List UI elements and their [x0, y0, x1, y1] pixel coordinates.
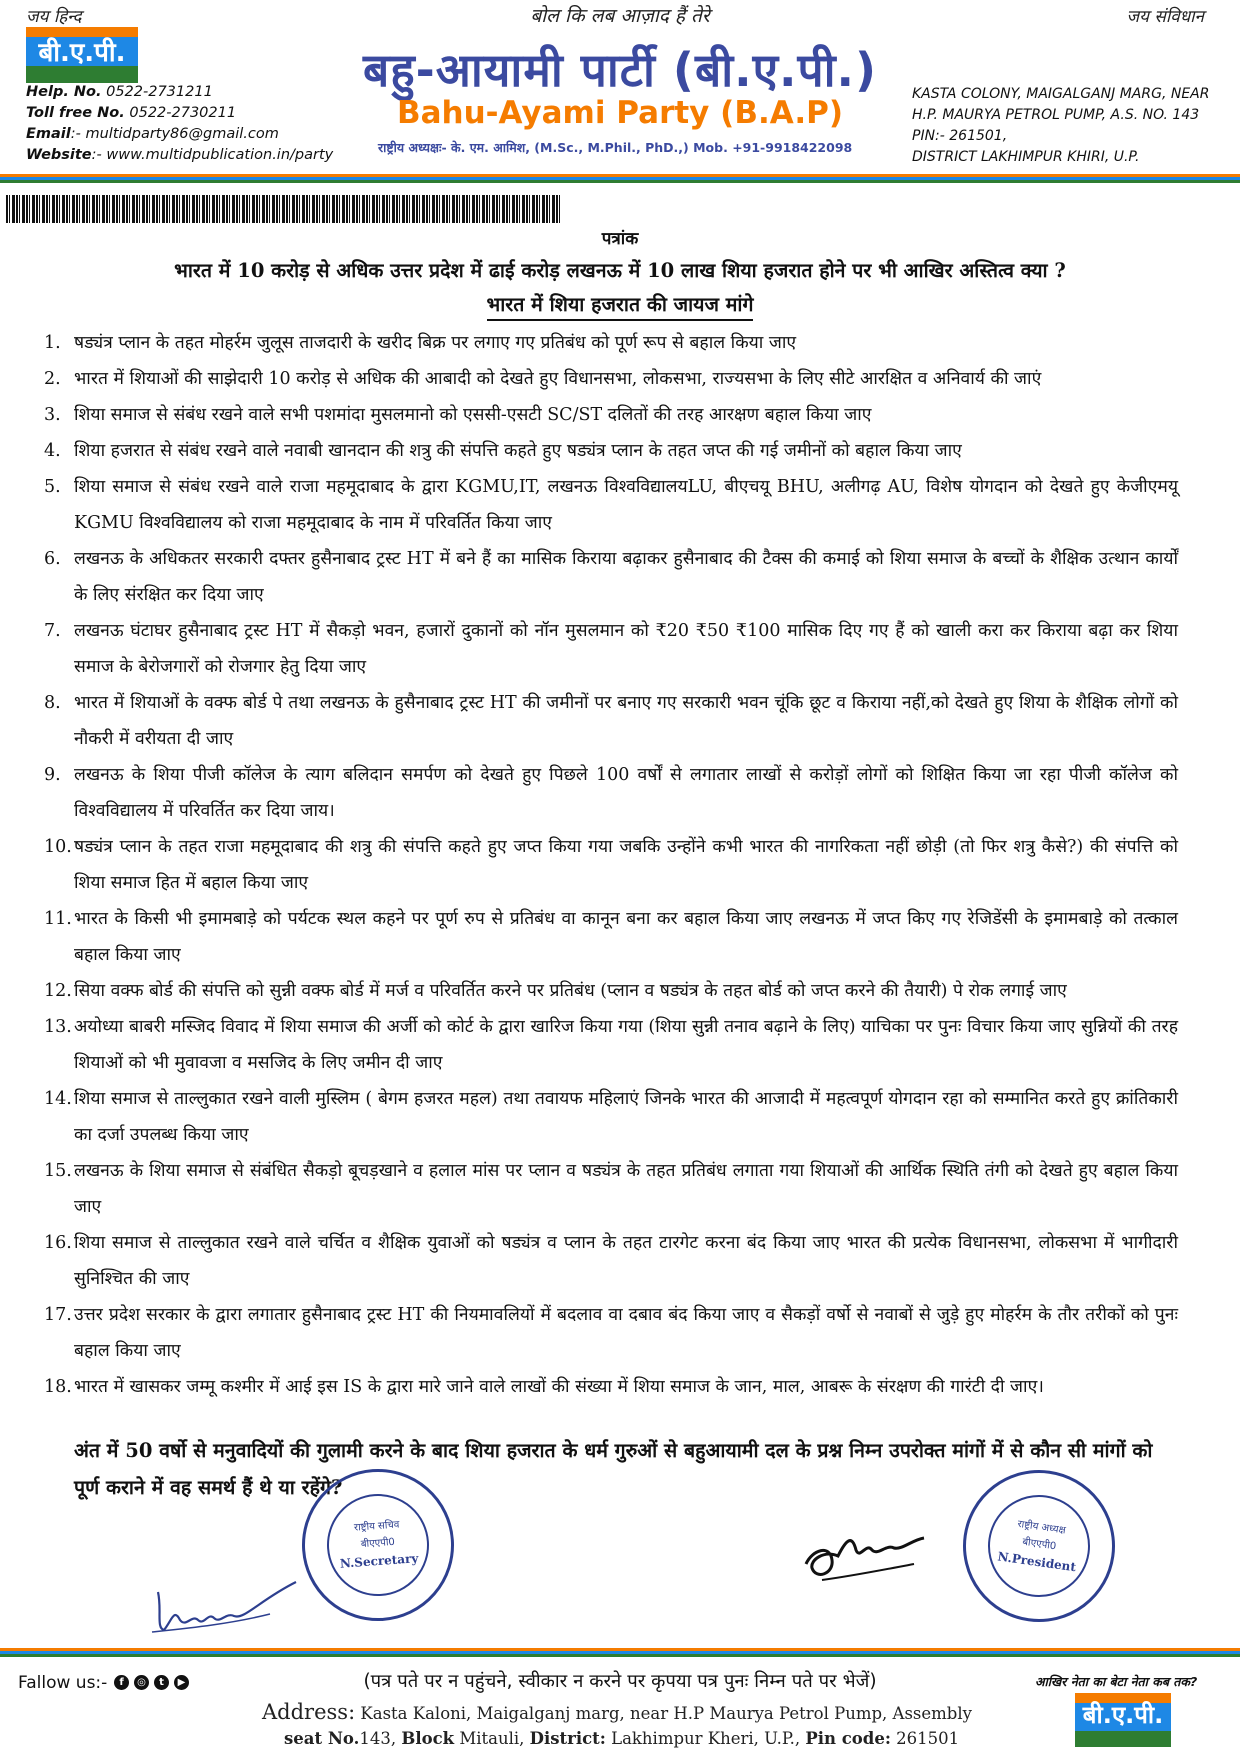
demand-item — [44, 541, 1178, 613]
subheading-text: भारत में शिया हजरात की जायज मांगे — [487, 293, 754, 321]
seal-title: राष्ट्रीय अध्यक्ष — [1016, 1518, 1067, 1537]
demand-item — [44, 613, 1178, 685]
demand-text: भारत के किसी भी इमामबाड़े को पर्यटक स्थल कहने पर पूर्ण रुप से प्रतिबंध वा कानून बना कर बहाल किया जाए लखनऊ में जप्त किए गए रेजिडेंसी के इमामबाड़े को तत्काल बहाल किया जाए — [74, 909, 1178, 965]
website-label: Website — [26, 147, 92, 163]
header-slogan: बोल कि लब आज़ाद हैं तेरे — [530, 5, 710, 27]
demand-number: 16. — [44, 1233, 72, 1253]
secretary-signature — [150, 1570, 300, 1638]
tollfree-label: Toll free No. — [26, 105, 125, 121]
demand-number: 3. — [44, 405, 61, 425]
email-label: Email — [26, 126, 71, 142]
address-label: Address: — [262, 1700, 356, 1724]
demand-number: 5. — [44, 477, 61, 497]
logo-text: बी.ए.पी. — [38, 37, 126, 68]
document-headline: भारत में 10 करोड़ से अधिक उत्तर प्रदेश में ढाई करोड़ लखनऊ में 10 लाख शिया हजरात होने पर भी आखिर अस्तित्व क्या ? — [174, 259, 1066, 282]
demand-item — [44, 757, 1178, 829]
demand-item — [44, 1081, 1178, 1153]
demand-text: शिया समाज से ताल्लुकात रखने वाली मुस्लिम ( बेगम हजरत महल) तथा तवायफ महिलाएं जिनके भारत की आजादी में महत्वपूर्ण योगदान रहा को सम्मानित करते हुए क्रांतिकारी का दर्जा उपलब्ध किया जाए — [74, 1089, 1178, 1145]
footer-divider — [0, 1648, 1240, 1657]
header-right-tagline: जय संविधान — [1126, 7, 1204, 27]
seal-role: N.President — [996, 1549, 1077, 1575]
party-name-hindi: बहु-आयामी पार्टी (बी.ए.पी.) — [362, 43, 878, 97]
block-value: Mitauli, — [459, 1729, 525, 1748]
demand-text: षड्यंत्र प्लान के तहत मोहर्रम जुलूस ताजदारी के खरीद बिक्र पर लगाए गए प्रतिबंध को पूर्ण रूप से बहाल किया जाए — [74, 333, 797, 353]
barcode — [6, 195, 562, 223]
document-label: पत्रांक — [601, 229, 639, 249]
header-address-line: DISTRICT LAKHIMPUR KHIRI, U.P. — [912, 149, 1140, 165]
demand-number: 6. — [44, 549, 61, 569]
document-subheading — [0, 290, 1240, 317]
demand-item — [44, 1153, 1178, 1225]
seal-title: राष्ट्रीय सचिव — [353, 1519, 400, 1534]
demand-number: 2. — [44, 369, 61, 389]
president-line: राष्ट्रीय अध्यक्षः- के. एम. आमिश, (M.Sc., M.Phil., PhD.,) Mob. +91-9918422098 — [378, 140, 853, 155]
header-left-tagline: जय हिन्द — [26, 7, 82, 27]
demand-text: उत्तर प्रदेश सरकार के द्वारा लगातार हुसैनाबाद ट्रस्ट HT की नियमावलियों में बदलाव वा दबाव बंद किया जाए व सैकड़ों वर्षो से नवाबों से जुड़े हुए मोहर्रम के तौर तरीकों को पुनः बहाल किया जाए — [74, 1305, 1178, 1361]
demand-number: 13. — [44, 1017, 72, 1037]
pin-label: Pin code: — [805, 1729, 891, 1748]
demand-number: 1. — [44, 333, 61, 353]
email-value[interactable]: :- multidparty86@gmail.com — [70, 126, 279, 142]
seat-value: 143, — [359, 1729, 397, 1748]
district-value: Lakhimpur Kheri, U.P., — [611, 1729, 801, 1748]
help-number: 0522-2731211 — [106, 84, 213, 100]
address-text: Kasta Kaloni, Maigalganj marg, near H.P Maurya Petrol Pump, Assembly — [360, 1704, 972, 1723]
demand-number: 11. — [44, 909, 72, 929]
demand-number: 10. — [44, 837, 72, 857]
block-label: Block — [401, 1729, 455, 1748]
demand-text: शिया समाज से संबंध रखने वाले राजा महमूदाबाद के द्वारा KGMU,IT, लखनऊ विश्वविद्यालयLU, बीएचयू BHU, अलीगढ़ AU, विशेष योगदान को देखते हुए केजीएमयू KGMU विश्वविद्यालय को राजा महमूदाबाद के नाम में परिवर्तित किया जाए — [74, 477, 1178, 533]
party-name-english: Bahu-Ayami Party (B.A.P) — [396, 95, 843, 131]
demand-text: लखनऊ के शिया समाज से संबंधित सैकड़ो बूचड़खाने व हलाल मांस पर प्लान व षड्यंत्र के तहत प्रतिबंध लगाता गया शियाओं की आर्थिक स्थिति तंगी को देखते हुए बहाल किया जाए — [74, 1161, 1178, 1217]
facebook-icon[interactable]: f — [114, 1675, 129, 1690]
demand-item — [44, 901, 1178, 973]
demand-text: शिया हजरात से संबंध रखने वाले नवाबी खानदान की शत्रु की संपत्ति कहते हुए षड्यंत्र प्लान के तहत जप्त की गई जमीनों को बहाल किया जाए — [74, 441, 962, 461]
closing-paragraph: अंत में 50 वर्षो से मनुवादियों की गुलामी करने के बाद शिया हजरात के धर्म गुरुओं से बहुआयामी दल के प्रश्न निम्न उपरोक्त मांगों में से कौन सी मांगों को पूर्ण कराने में वह समर्थ हैं थे या रहेंगे? — [74, 1439, 1153, 1499]
demand-item — [44, 1369, 1178, 1405]
demand-item — [44, 1225, 1178, 1297]
demand-number: 15. — [44, 1161, 72, 1181]
demand-text: षड्यंत्र प्लान के तहत राजा महमूदाबाद की शत्रु की संपत्ति कहते हुए जप्त किया गया जबकि उन्होंने कभी भारत की नागरिकता नहीं छोड़ी (तो फिर शत्रु कैसे?) की संपत्ति को शिया समाज हित में बहाल किया जाए — [74, 837, 1178, 893]
footer-tagline: आखिर नेता का बेटा नेता कब तक? — [1035, 1674, 1198, 1689]
website-line — [26, 145, 333, 166]
demand-number: 18. — [44, 1377, 72, 1397]
demand-text: सिया वक्फ बोर्ड की संपत्ति को सुन्नी वक्फ बोर्ड में मर्ज व परिवर्तित करने पर प्रतिबंध (प्लान व षड्यंत्र के तहत बोर्ड को जप्त करने की तैयारी) पे रोक लगाई जाए — [74, 981, 1067, 1001]
instagram-icon[interactable]: ◎ — [134, 1675, 149, 1690]
demand-number: 8. — [44, 693, 61, 713]
demand-item — [44, 361, 1178, 397]
pin-value: 261501 — [896, 1729, 960, 1748]
seal-abbrev: बीएएपी0 — [360, 1536, 396, 1551]
demand-text: भारत में खासकर जम्मू कश्मीर में आई इस IS के द्वारा मारे जाने वाले लाखों की संख्या में शिया समाज के जान, माल, आबरू के संरक्षण की गारंटी दी जाए। — [74, 1377, 1044, 1397]
seal-role: N.Secretary — [339, 1551, 419, 1571]
president-signature — [802, 1520, 932, 1590]
demand-number: 12. — [44, 981, 72, 1001]
youtube-icon[interactable]: ▶ — [174, 1675, 189, 1690]
demand-number: 14. — [44, 1089, 72, 1109]
help-label: Help. No. — [26, 84, 102, 100]
demand-number: 4. — [44, 441, 61, 461]
district-label: District: — [529, 1729, 606, 1748]
header-divider — [0, 174, 1240, 183]
demands-list — [44, 325, 1178, 1405]
demand-text: भारत में शियाओं के वक्फ बोर्ड पे तथा लखनऊ के हुसैनाबाद ट्रस्ट HT की जमीनों पर बनाए गए सरकारी भवन चूंकि छूट व किराया नहीं,को देखते हुए शिया के शैक्षिक लोगों को नौकरी में वरीयता दी जाए — [74, 693, 1178, 749]
tollfree-number: 0522-2730211 — [129, 105, 237, 121]
seal-abbrev: बीएएपी0 — [1021, 1536, 1057, 1553]
demand-number: 9. — [44, 765, 61, 785]
demand-item — [44, 469, 1178, 541]
demand-item — [44, 829, 1178, 901]
demand-text: शिया समाज से संबंध रखने वाले सभी पशमांदा मुसलमानो को एससी-एसटी SC/ST दलितों की तरह आरक्षण बहाल किया जाए — [74, 405, 872, 425]
footer-address-line2 — [262, 1726, 1022, 1751]
demand-text: लखनऊ घंटाघर हुसैनाबाद ट्रस्ट HT में सैकड़ो भवन, हजारों दुकानों को नॉन मुसलमान को ₹20 ₹50 ₹100 मासिक दिए गए हैं को खाली करा कर किराया बढ़ा कर शिया समाज के बेरोजगारों को रोजगार हेतु दिया जाए — [74, 621, 1178, 677]
demand-number: 7. — [44, 621, 61, 641]
footer-address — [262, 1700, 1022, 1751]
header-address-line: H.P. MAURYA PETROL PUMP, A.S. NO. 143 — [912, 107, 1200, 123]
demand-text: अयोध्या बाबरी मस्जिद विवाद में शिया समाज की अर्जी को कोर्ट के द्वारा खारिज किया गया (शिया सुन्नी तनाव बढ़ाने के लिए) याचिका पर पुनः विचार किया जाए सुन्नियों की तरह शियाओं को भी मुवावजा व मसजिद के लिए जमीन दी जाए — [74, 1017, 1178, 1073]
website-value[interactable]: :- www.multidpublication.in/party — [91, 147, 334, 163]
demand-item — [44, 325, 1178, 361]
demand-item — [44, 973, 1178, 1009]
demand-item — [44, 1009, 1178, 1081]
follow-us-label: Fallow us:- — [18, 1673, 108, 1693]
demand-text: लखनऊ के शिया पीजी कॉलेज के त्याग बलिदान समर्पण को देखते हुए पिछले 100 वर्षों से लगातार लाखों से करोड़ों लोगों को शिक्षित किया जा रहा पीजी कॉलेज को विश्वविद्यालय में परिवर्तित कर दिया जाय। — [74, 765, 1178, 821]
demand-number: 17. — [44, 1305, 72, 1325]
header-address-line: KASTA COLONY, MAIGALGANJ MARG, NEAR — [912, 86, 1210, 102]
footer-address-line1 — [262, 1700, 1022, 1726]
seat-label: seat No. — [284, 1729, 360, 1748]
demand-item — [44, 685, 1178, 757]
demand-text: भारत में शियाओं की साझेदारी 10 करोड़ से अधिक की आबादी को देखते हुए विधानसभा, लोकसभा, राज्यसभा के लिए सीटे आरक्षित व अनिवार्य की जाएं — [74, 369, 1042, 389]
header-address — [912, 84, 1222, 168]
header-address-line: PIN:- 261501, — [912, 128, 1008, 144]
demand-item — [44, 1297, 1178, 1369]
footer-note: (पत्र पते पर न पहुंचने, स्वीकार न करने पर कृपया पत्र पुनः निम्न पते पर भेजें) — [363, 1671, 877, 1692]
twitter-icon[interactable]: t — [154, 1675, 169, 1690]
demand-text: शिया समाज से ताल्लुकात रखने वाले चर्चित व शैक्षिक युवाओं को षड्यंत्र व प्लान के तहत टारगेट करना बंद किया जाए भारत की प्रत्येक विधानसभा, लोकसभा में भागीदारी सुनिश्चित की जाए — [74, 1233, 1178, 1289]
demand-item — [44, 397, 1178, 433]
demand-text: लखनऊ के अधिकतर सरकारी दफ्तर हुसैनाबाद ट्रस्ट HT में बने हैं का मासिक किराया बढ़ाकर हुसैनाबाद की टैक्स की कमाई को शिया समाज के बच्चों के शैक्षिक उत्थान कार्यों के लिए संरक्षित कर दिया जाए — [74, 549, 1179, 605]
footer-party-logo — [1075, 1693, 1171, 1747]
logo-band-green — [1075, 1731, 1171, 1747]
logo-text: बी.ए.पी. — [1082, 1701, 1164, 1730]
demand-item — [44, 433, 1178, 469]
